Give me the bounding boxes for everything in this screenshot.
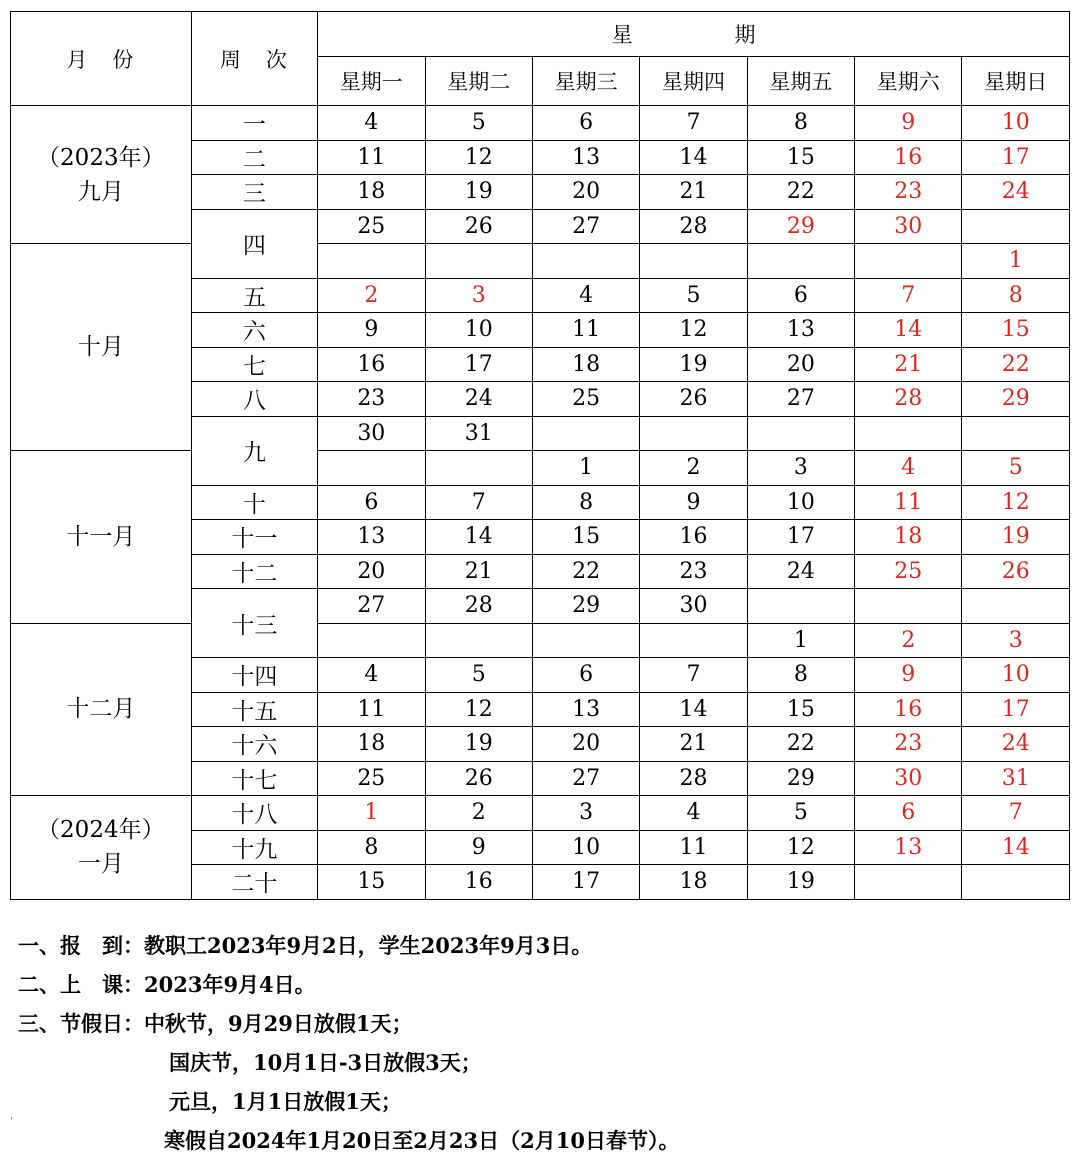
week-number-cell: 十九 [191,830,317,865]
month-cell [11,244,192,451]
day-cell-fri: 6 [747,278,854,313]
week-number-cell: 十七 [191,761,317,796]
day-cell-wed: 27 [532,209,639,244]
day-cell-fri: 22 [747,175,854,210]
day-cell-tue: 9 [425,830,532,865]
day-cell-mon [318,451,425,486]
day-cell-fri: 3 [747,451,854,486]
day-cell-wed: 13 [532,692,639,727]
day-cell-thu: 14 [640,140,747,175]
day-cell-thu: 23 [640,554,747,589]
day-cell-wed: 20 [532,727,639,762]
weekday-header-fri: 星期五 [747,57,854,106]
calendar-body [11,106,1070,900]
week-number-cell: 九 [191,416,317,485]
week-number-cell: 十八 [191,796,317,831]
calendar-row [11,623,1070,658]
calendar-row [11,451,1070,486]
day-cell-fri [747,244,854,279]
day-cell-fri: 29 [747,761,854,796]
week-number-cell: 一 [191,106,317,141]
day-cell-tue: 19 [425,727,532,762]
day-cell-wed: 1 [532,451,639,486]
week-number-cell: 四 [191,209,317,278]
day-cell-mon: 23 [318,382,425,417]
weekday-group-header: 星 期 [318,12,1070,57]
calendar-row [11,244,1070,279]
day-cell-thu: 11 [640,830,747,865]
day-cell-tue: 2 [425,796,532,831]
day-cell-mon: 11 [318,140,425,175]
day-cell-mon [318,244,425,279]
weekday-header-wed: 星期三 [532,57,639,106]
day-cell-mon: 25 [318,761,425,796]
day-cell-sat: 25 [855,554,962,589]
day-cell-sun: 12 [962,485,1070,520]
day-cell-tue: 21 [425,554,532,589]
day-cell-tue: 12 [425,140,532,175]
day-cell-sun [962,416,1070,451]
day-cell-tue: 14 [425,520,532,555]
day-cell-thu: 28 [640,761,747,796]
day-cell-thu: 4 [640,796,747,831]
day-cell-fri: 15 [747,140,854,175]
note-class-start: 二、上 课：2023年9月4日。 [18,972,316,997]
day-cell-tue: 26 [425,209,532,244]
day-cell-sat: 4 [855,451,962,486]
day-cell-sat: 30 [855,209,962,244]
note-winter-break: 寒假自2024年1月20日至2月23日（2月10日春节）。 [164,1128,680,1153]
day-cell-sun: 19 [962,520,1070,555]
day-cell-thu: 19 [640,347,747,382]
day-cell-mon: 18 [318,727,425,762]
day-cell-fri: 8 [747,658,854,693]
day-cell-thu: 5 [640,278,747,313]
day-cell-wed: 29 [532,589,639,624]
day-cell-thu: 21 [640,175,747,210]
day-cell-sun: 3 [962,623,1070,658]
week-number-cell: 十二 [191,554,317,589]
week-number-cell: 十三 [191,589,317,658]
day-cell-wed: 8 [532,485,639,520]
day-cell-sun: 8 [962,278,1070,313]
day-cell-sat [855,865,962,900]
day-cell-tue: 10 [425,313,532,348]
day-cell-sun: 14 [962,830,1070,865]
day-cell-fri: 17 [747,520,854,555]
week-number-cell: 二 [191,140,317,175]
day-cell-fri: 8 [747,106,854,141]
day-cell-mon: 13 [318,520,425,555]
day-cell-mon: 18 [318,175,425,210]
week-number-cell: 十五 [191,692,317,727]
day-cell-wed: 11 [532,313,639,348]
day-cell-sun: 31 [962,761,1070,796]
calendar-row [11,796,1070,831]
month-name-label: 九月 [77,178,124,205]
day-cell-sun: 1 [962,244,1070,279]
day-cell-sat [855,589,962,624]
day-cell-sat: 23 [855,727,962,762]
day-cell-mon: 16 [318,347,425,382]
day-cell-fri: 24 [747,554,854,589]
month-cell [11,623,192,796]
day-cell-sat: 11 [855,485,962,520]
day-cell-fri: 29 [747,209,854,244]
day-cell-tue: 24 [425,382,532,417]
day-cell-mon: 8 [318,830,425,865]
day-cell-thu: 9 [640,485,747,520]
day-cell-fri [747,416,854,451]
day-cell-fri: 15 [747,692,854,727]
day-cell-sun: 7 [962,796,1070,831]
day-cell-mon: 1 [318,796,425,831]
week-number-cell: 七 [191,347,317,382]
day-cell-sat: 28 [855,382,962,417]
day-cell-mon: 27 [318,589,425,624]
note-national-day: 国庆节，10月1日-3日放假3天； [169,1050,482,1075]
day-cell-mon: 2 [318,278,425,313]
day-cell-sun: 10 [962,658,1070,693]
calendar-notes [18,926,1058,1160]
day-cell-sat: 21 [855,347,962,382]
day-cell-tue [425,623,532,658]
day-cell-sun: 17 [962,692,1070,727]
day-cell-tue: 26 [425,761,532,796]
day-cell-thu: 18 [640,865,747,900]
day-cell-fri: 20 [747,347,854,382]
day-cell-wed: 15 [532,520,639,555]
day-cell-sun: 29 [962,382,1070,417]
day-cell-mon: 4 [318,106,425,141]
day-cell-wed [532,244,639,279]
day-cell-sat: 7 [855,278,962,313]
week-number-cell: 二十 [191,865,317,900]
day-cell-sat: 9 [855,106,962,141]
day-cell-thu: 21 [640,727,747,762]
weekday-header-sat: 星期六 [855,57,962,106]
day-cell-mon: 20 [318,554,425,589]
day-cell-mon: 30 [318,416,425,451]
school-calendar-table [10,11,1070,900]
day-cell-wed: 13 [532,140,639,175]
day-cell-wed: 6 [532,658,639,693]
day-cell-wed: 3 [532,796,639,831]
day-cell-tue: 16 [425,865,532,900]
week-number-cell: 六 [191,313,317,348]
day-cell-sun [962,865,1070,900]
day-cell-tue: 19 [425,175,532,210]
day-cell-wed [532,623,639,658]
calendar-row [11,106,1070,141]
weekday-header-sun: 星期日 [962,57,1070,106]
day-cell-thu: 14 [640,692,747,727]
day-cell-tue: 5 [425,658,532,693]
note-new-year: 元旦，1月1日放假1天； [169,1089,402,1114]
day-cell-tue: 3 [425,278,532,313]
day-cell-tue [425,244,532,279]
month-name-label: 十月 [77,334,124,360]
day-cell-sun: 24 [962,175,1070,210]
day-cell-wed: 6 [532,106,639,141]
day-cell-thu [640,623,747,658]
day-cell-mon: 9 [318,313,425,348]
week-number-cell: 十一 [191,520,317,555]
weekday-header-mon: 星期一 [318,57,425,106]
week-number-cell: 十四 [191,658,317,693]
day-cell-mon: 11 [318,692,425,727]
day-cell-sat: 13 [855,830,962,865]
day-cell-wed: 27 [532,761,639,796]
day-cell-tue: 17 [425,347,532,382]
green-tick-mark: ˈ [10,1117,13,1128]
day-cell-wed: 10 [532,830,639,865]
day-cell-wed: 20 [532,175,639,210]
week-column-header: 周 次 [191,12,317,106]
day-cell-tue: 28 [425,589,532,624]
weekday-header-tue: 星期二 [425,57,532,106]
day-cell-thu: 12 [640,313,747,348]
day-cell-sun: 10 [962,106,1070,141]
day-cell-sat: 23 [855,175,962,210]
day-cell-tue: 7 [425,485,532,520]
month-year-label: （2023年） [37,144,165,171]
day-cell-fri: 1 [747,623,854,658]
day-cell-fri: 12 [747,830,854,865]
month-cell [11,451,192,624]
month-column-header: 月 份 [11,12,192,106]
month-name-label: 十二月 [66,696,136,723]
day-cell-thu: 2 [640,451,747,486]
day-cell-fri: 10 [747,485,854,520]
day-cell-fri: 27 [747,382,854,417]
day-cell-mon: 6 [318,485,425,520]
day-cell-tue: 12 [425,692,532,727]
day-cell-thu: 28 [640,209,747,244]
month-name-label: 一月 [77,851,124,878]
day-cell-thu: 7 [640,658,747,693]
day-cell-mon: 15 [318,865,425,900]
day-cell-thu: 16 [640,520,747,555]
week-number-cell: 五 [191,278,317,313]
day-cell-fri [747,589,854,624]
day-cell-sat: 9 [855,658,962,693]
day-cell-sun [962,589,1070,624]
day-cell-wed: 22 [532,554,639,589]
day-cell-tue [425,451,532,486]
month-cell [11,106,192,244]
day-cell-mon: 25 [318,209,425,244]
day-cell-wed: 4 [532,278,639,313]
day-cell-mon: 4 [318,658,425,693]
day-cell-fri: 22 [747,727,854,762]
week-number-cell: 八 [191,382,317,417]
week-number-cell: 十六 [191,727,317,762]
day-cell-sun: 5 [962,451,1070,486]
note-holidays-heading: 三、节假日：中秋节，9月29日放假1天； [18,1011,413,1036]
day-cell-sat: 6 [855,796,962,831]
weekday-header-thu: 星期四 [640,57,747,106]
day-cell-fri: 13 [747,313,854,348]
day-cell-sat [855,244,962,279]
day-cell-tue: 5 [425,106,532,141]
day-cell-wed: 25 [532,382,639,417]
week-number-cell: 三 [191,175,317,210]
day-cell-wed: 17 [532,865,639,900]
day-cell-sun [962,209,1070,244]
day-cell-tue: 31 [425,416,532,451]
day-cell-thu [640,416,747,451]
day-cell-fri: 5 [747,796,854,831]
day-cell-sun: 26 [962,554,1070,589]
day-cell-sun: 22 [962,347,1070,382]
day-cell-wed: 18 [532,347,639,382]
day-cell-fri: 19 [747,865,854,900]
day-cell-sat: 18 [855,520,962,555]
day-cell-sat: 16 [855,692,962,727]
week-number-cell: 十 [191,485,317,520]
day-cell-thu: 7 [640,106,747,141]
day-cell-sat: 16 [855,140,962,175]
day-cell-sat: 2 [855,623,962,658]
day-cell-sun: 24 [962,727,1070,762]
day-cell-sat [855,416,962,451]
month-name-label: 十一月 [66,523,136,550]
day-cell-thu: 26 [640,382,747,417]
day-cell-thu [640,244,747,279]
day-cell-sun: 15 [962,313,1070,348]
day-cell-sat: 14 [855,313,962,348]
day-cell-wed [532,416,639,451]
day-cell-sun: 17 [962,140,1070,175]
month-year-label: （2024年） [37,817,165,844]
month-cell [11,796,192,900]
day-cell-thu: 30 [640,589,747,624]
note-registration: 一、报 到：教职工2023年9月2日，学生2023年9月3日。 [18,933,593,958]
day-cell-mon [318,623,425,658]
day-cell-sat: 30 [855,761,962,796]
